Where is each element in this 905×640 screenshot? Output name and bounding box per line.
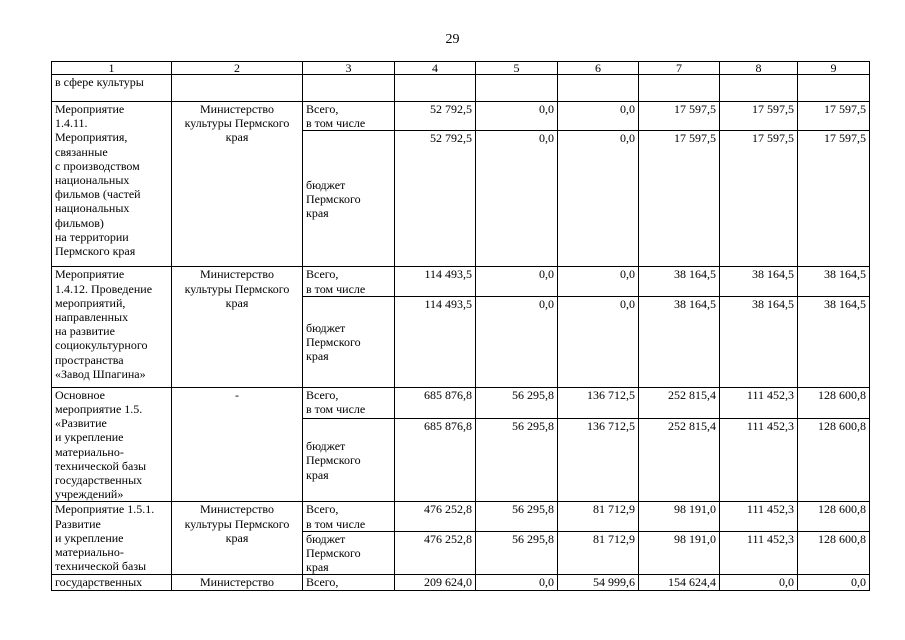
source-cell: Всего, в том числе [303, 387, 395, 419]
value-cell: 56 295,8 [476, 419, 558, 502]
source-cell: бюджет Пермского края [303, 419, 395, 502]
value-cell: 17 597,5 [720, 102, 798, 131]
header-cell: 1 [52, 62, 172, 75]
value-cell: 685 876,8 [395, 387, 476, 419]
value-cell: 0,0 [558, 267, 639, 296]
value-cell: 0,0 [558, 296, 639, 387]
value-cell: 56 295,8 [476, 387, 558, 419]
value-cell: 111 452,3 [720, 502, 798, 531]
header-cell: 6 [558, 62, 639, 75]
table-row [52, 102, 870, 131]
source-cell: бюджет Пермского края [303, 531, 395, 575]
table-row [52, 502, 870, 531]
value-cell: 56 295,8 [476, 531, 558, 575]
value-cell: 476 252,8 [395, 502, 476, 531]
value-cell: 111 452,3 [720, 531, 798, 575]
source-cell: бюджет Пермского края [303, 131, 395, 267]
value-cell: 128 600,8 [798, 531, 870, 575]
budget-table [51, 61, 870, 591]
value-cell: 0,0 [476, 575, 558, 590]
header-cell: 3 [303, 62, 395, 75]
value-cell: 252 815,4 [639, 387, 720, 419]
header-cell: 8 [720, 62, 798, 75]
value-cell: 136 712,5 [558, 387, 639, 419]
value-cell: 98 191,0 [639, 531, 720, 575]
value-cell: 17 597,5 [720, 131, 798, 267]
row-name-cell: Мероприятие 1.4.11. Мероприятия, связанные с производством национальных фильмов (частей национальных фильмов) на территории Пермского края [52, 102, 172, 267]
header-cell: 9 [798, 62, 870, 75]
value-cell: 38 164,5 [798, 267, 870, 296]
row-name-cell: в сфере культуры [52, 75, 172, 102]
source-cell: Всего, в том числе [303, 102, 395, 131]
source-cell: бюджет Пермского края [303, 296, 395, 387]
value-cell: 0,0 [558, 131, 639, 267]
value-cell: 98 191,0 [639, 502, 720, 531]
table-row [52, 267, 870, 296]
row-name-cell: государственных [52, 575, 172, 590]
header-cell: 2 [172, 62, 303, 75]
value-cell: 0,0 [476, 102, 558, 131]
executor-cell: Министерство культуры Пермского края [172, 502, 303, 575]
value-cell: 17 597,5 [798, 131, 870, 267]
row-name-cell: Мероприятие 1.4.12. Проведение мероприятий, направленных на развитие социокультурного пространства «Завод Шпагина» [52, 267, 172, 387]
executor-cell: Министерство [172, 575, 303, 590]
value-cell: 38 164,5 [720, 296, 798, 387]
value-cell: 38 164,5 [720, 267, 798, 296]
value-cell: 114 493,5 [395, 296, 476, 387]
value-cell: 114 493,5 [395, 267, 476, 296]
value-cell: 38 164,5 [798, 296, 870, 387]
value-cell: 128 600,8 [798, 502, 870, 531]
table-header-row [52, 62, 870, 75]
value-cell: 0,0 [558, 102, 639, 131]
value-cell: 154 624,4 [639, 575, 720, 590]
value-cell: 0,0 [720, 575, 798, 590]
value-cell: 0,0 [798, 575, 870, 590]
row-name-cell: Мероприятие 1.5.1. Развитие и укрепление материально- технической базы [52, 502, 172, 575]
value-cell: 0,0 [476, 131, 558, 267]
executor-cell: - [172, 387, 303, 502]
value-cell: 38 164,5 [639, 267, 720, 296]
table-row [52, 75, 870, 102]
header-cell: 7 [639, 62, 720, 75]
header-cell: 4 [395, 62, 476, 75]
value-cell: 136 712,5 [558, 419, 639, 502]
source-cell: Всего, в том числе [303, 267, 395, 296]
value-cell: 56 295,8 [476, 502, 558, 531]
header-cell: 5 [476, 62, 558, 75]
page-number: 29 [445, 32, 460, 47]
value-cell: 81 712,9 [558, 531, 639, 575]
executor-cell: Министерство культуры Пермского края [172, 267, 303, 387]
value-cell: 476 252,8 [395, 531, 476, 575]
value-cell: 128 600,8 [798, 387, 870, 419]
value-cell: 17 597,5 [639, 131, 720, 267]
value-cell: 54 999,6 [558, 575, 639, 590]
value-cell: 252 815,4 [639, 419, 720, 502]
value-cell: 0,0 [476, 296, 558, 387]
value-cell: 17 597,5 [639, 102, 720, 131]
value-cell: 685 876,8 [395, 419, 476, 502]
value-cell: 17 597,5 [798, 102, 870, 131]
value-cell: 52 792,5 [395, 131, 476, 267]
table-row [52, 387, 870, 419]
value-cell: 0,0 [476, 267, 558, 296]
executor-cell: Министерство культуры Пермского края [172, 102, 303, 267]
value-cell: 111 452,3 [720, 387, 798, 419]
value-cell: 111 452,3 [720, 419, 798, 502]
value-cell: 81 712,9 [558, 502, 639, 531]
value-cell: 52 792,5 [395, 102, 476, 131]
row-name-cell: Основное мероприятие 1.5. «Развитие и укрепление материально- технической базы государственных учреждений» [52, 387, 172, 502]
table-row [52, 575, 870, 590]
value-cell: 128 600,8 [798, 419, 870, 502]
source-cell: Всего, [303, 575, 395, 590]
value-cell: 209 624,0 [395, 575, 476, 590]
value-cell: 38 164,5 [639, 296, 720, 387]
source-cell: Всего, в том числе [303, 502, 395, 531]
